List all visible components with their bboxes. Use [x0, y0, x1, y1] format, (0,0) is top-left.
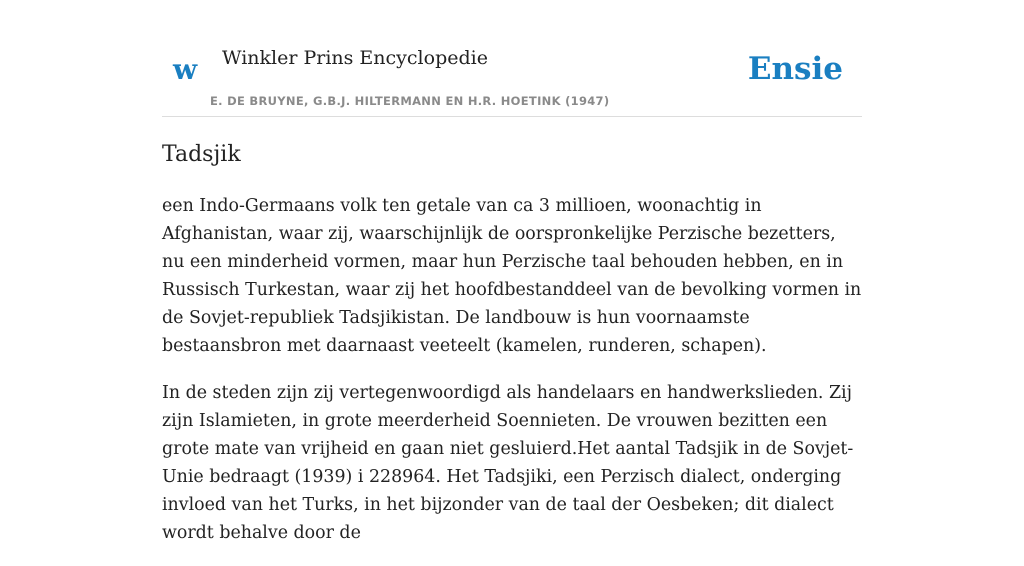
source-header [162, 0, 862, 117]
article-paragraph: In de steden zijn zij vertegenwoordigd als handelaars en handwerkslieden. Zij zijn Islamieten, in grote meerderheid Soennieten. De vrouwen bezitten een grote mate van vrijheid en gaan niet gesluierd.Het aantal Tadsjik in de Sovjet-Unie bedraagt (1939) i 228964. Het Tadsjiki, een Perzisch dialect, onderging invloed van het Turks, in het bijzonder van de taal der Oesbeken; dit dialect wordt behalve door de [162, 383, 854, 543]
source-title-link[interactable]: Winkler Prins Encyclopedie [222, 47, 488, 69]
page [162, 0, 862, 543]
article-paragraph: een Indo-Germaans volk ten getale van ca 3 millioen, woonachtig in Afghanistan, waar zij, waarschijnlijk de oorspronkelijke Perzische bezetters, nu een minderheid vormen, maar hun Perzische taal behouden hebben, en in Russisch Turkestan, waar zij het hoofdbestanddeel van de bevolking vormen in de Sovjet-republiek Tadsjikistan. De landbouw is hun voornaamste bestaansbron met daarnaast veeteelt (kamelen, runderen, schapen). [162, 196, 862, 356]
article-title: Tadsjik [162, 142, 241, 167]
source-logo-icon[interactable]: w [173, 53, 198, 86]
source-authors: E. DE BRUYNE, G.B.J. HILTERMANN EN H.R. HOETINK (1947) [210, 94, 610, 108]
ensie-logo[interactable]: Ensie [747, 51, 843, 87]
article-body [162, 192, 862, 566]
